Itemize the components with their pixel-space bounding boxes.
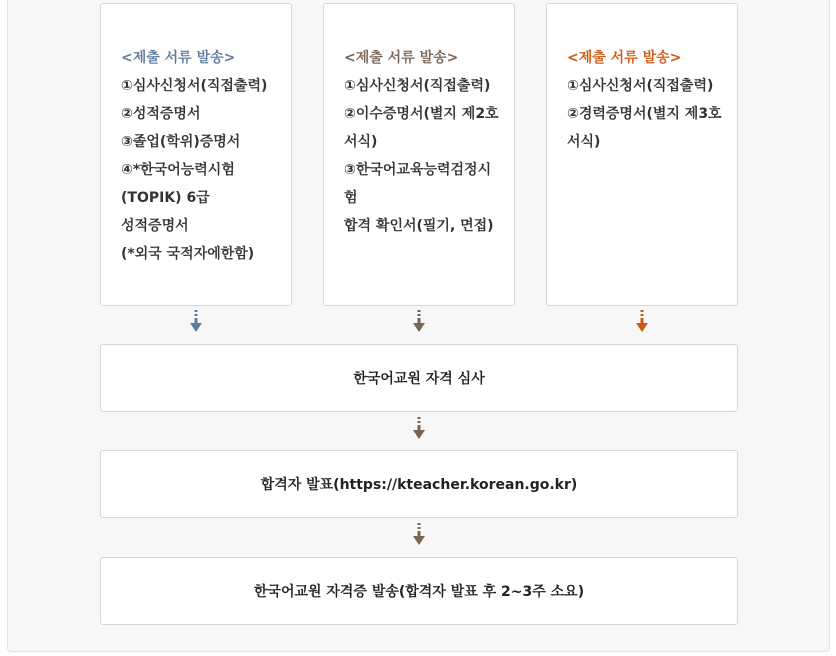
- doc-item: ④*한국어능력시험: [121, 162, 235, 178]
- doc-card-training-course: [323, 3, 515, 306]
- arrow-down-icon: [412, 310, 426, 334]
- doc-card-heading: <제출 서류 발송>: [344, 50, 459, 66]
- step-certificate-delivery: [100, 557, 738, 625]
- doc-item: ②성적증명서: [121, 106, 201, 122]
- doc-item: 성적증명서: [121, 218, 189, 234]
- step-qualification-review: [100, 344, 738, 412]
- doc-item: 서식): [567, 134, 601, 150]
- doc-item: (*외국 국적자에한함): [121, 246, 255, 262]
- step-label: 한국어교원 자격증 발송(합격자 발표 후 2~3주 소요): [253, 584, 585, 600]
- doc-item: (TOPIK) 6급: [121, 190, 210, 206]
- doc-item: ③한국어교육능력검정시: [344, 162, 492, 178]
- doc-item: ①심사신청서(직접출력): [344, 78, 491, 94]
- step-label: 합격자 발표(https://kteacher.korean.go.kr): [260, 477, 578, 493]
- arrow-down-icon: [412, 417, 426, 441]
- doc-card-heading: <제출 서류 발송>: [121, 50, 236, 66]
- step-label: 한국어교원 자격 심사: [353, 371, 485, 387]
- doc-item: ③졸업(학위)증명서: [121, 134, 241, 150]
- step-result-announcement: [100, 450, 738, 518]
- arrow-down-icon: [635, 310, 649, 334]
- doc-item: ②경력증명서(별지 제3호: [567, 106, 722, 122]
- doc-item: 합격 확인서(필기, 면접): [344, 218, 494, 234]
- doc-card-heading: <제출 서류 발송>: [567, 50, 682, 66]
- doc-card-experience: [546, 3, 738, 306]
- doc-item: ①심사신청서(직접출력): [121, 78, 268, 94]
- arrow-down-icon: [189, 310, 203, 334]
- doc-card-applicant-native: [100, 3, 292, 306]
- doc-item: ①심사신청서(직접출력): [567, 78, 714, 94]
- arrow-down-icon: [412, 523, 426, 547]
- doc-item: 험: [344, 190, 358, 206]
- doc-item: ②이수증명서(별지 제2호: [344, 106, 499, 122]
- doc-item: 서식): [344, 134, 378, 150]
